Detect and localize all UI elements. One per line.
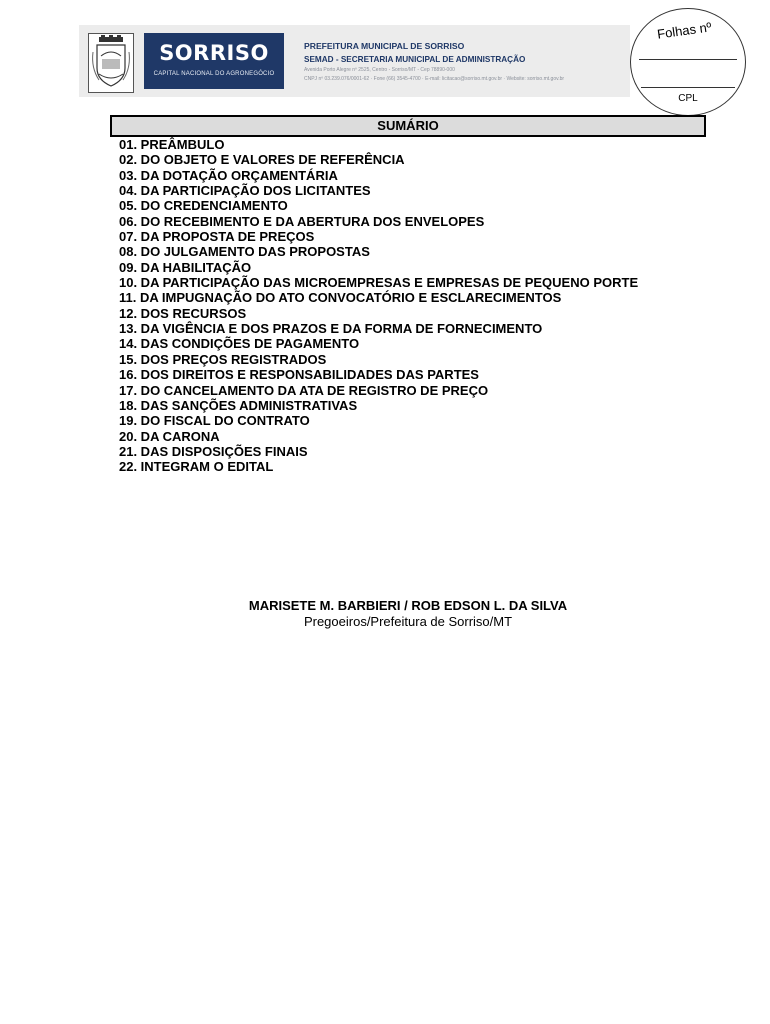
toc-item: 10. DA PARTICIPAÇÃO DAS MICROEMPRESAS E EMPRESAS DE PEQUENO PORTE — [119, 275, 639, 291]
toc-item: 04. DA PARTICIPAÇÃO DOS LICITANTES — [119, 183, 371, 199]
toc-item: 01. PREÂMBULO — [119, 137, 225, 152]
agency-address: Avenida Porto Alegre nº 2525, Centro - Sorriso/MT - Cep 78890-000 — [304, 67, 455, 73]
stamp-title: Folhas nº — [656, 19, 713, 42]
toc-item: 13. DA VIGÊNCIA E DOS PRAZOS E DA FORMA DE FORNECIMENTO — [119, 321, 543, 337]
toc-item: 19. DO FISCAL DO CONTRATO — [119, 413, 310, 429]
signatory-role: Pregoeiros/Prefeitura de Sorriso/MT — [303, 614, 513, 629]
toc-item: 21. DAS DISPOSIÇÕES FINAIS — [119, 443, 308, 459]
letterhead-banner — [79, 25, 630, 97]
stamp-line — [641, 87, 735, 88]
toc-item: 08. DO JULGAMENTO DAS PROPOSTAS — [119, 244, 370, 260]
agency-title: PREFEITURA MUNICIPAL DE SORRISO — [304, 41, 465, 51]
brand-tagline: CAPITAL NACIONAL DO AGRONEGÓCIO — [153, 71, 275, 77]
toc-item: 11. DA IMPUGNAÇÃO DO ATO CONVOCATÓRIO E ESCLARECIMENTOS — [119, 290, 562, 306]
municipal-crest-icon — [88, 33, 134, 93]
toc-item: 18. DAS SANÇÕES ADMINISTRATIVAS — [119, 397, 358, 413]
toc-item: 15. DOS PREÇOS REGISTRADOS — [119, 351, 327, 367]
signatory-names: MARISETE M. BARBIERI / ROB EDSON L. DA SILVA — [248, 598, 568, 613]
toc-item: 07. DA PROPOSTA DE PREÇOS — [119, 229, 315, 245]
brand-logo — [144, 33, 284, 89]
agency-subtitle: SEMAD - SECRETARIA MUNICIPAL DE ADMINISTRAÇÃO — [304, 55, 526, 64]
toc-item: 20. DA CARONA — [119, 428, 220, 444]
toc-item: 17. DO CANCELAMENTO DA ATA DE REGISTRO DE PREÇO — [119, 382, 489, 398]
stamp-line — [639, 59, 737, 60]
toc-item: 14. DAS CONDIÇÕES DE PAGAMENTO — [119, 336, 360, 352]
toc-item: 16. DOS DIREITOS E RESPONSABILIDADES DAS PARTES — [119, 367, 479, 383]
toc-item: 06. DO RECEBIMENTO E DA ABERTURA DOS ENVELOPES — [119, 213, 485, 229]
toc-item: 03. DA DOTAÇÃO ORÇAMENTÁRIA — [119, 167, 338, 183]
table-of-contents — [119, 137, 638, 475]
toc-item: 09. DA HABILITAÇÃO — [119, 259, 252, 275]
brand-name: SORRISO — [159, 41, 269, 65]
stamp-label: CPL — [678, 93, 698, 104]
folio-stamp — [630, 8, 746, 116]
toc-item: 22. INTEGRAM O EDITAL — [119, 459, 274, 475]
toc-item: 02. DO OBJETO E VALORES DE REFERÊNCIA — [119, 152, 405, 168]
agency-contact: CNPJ nº 03.239.076/0001-62 · Fone (66) 3545-4700 · E-mail: licitacao@sorriso.mt.gov.br · Website: sorriso.mt.gov.br — [304, 76, 565, 82]
toc-item: 05. DO CREDENCIAMENTO — [119, 198, 288, 214]
toc-item: 12. DOS RECURSOS — [119, 305, 247, 321]
agency-info — [304, 41, 624, 82]
summary-heading: SUMÁRIO — [110, 115, 706, 137]
